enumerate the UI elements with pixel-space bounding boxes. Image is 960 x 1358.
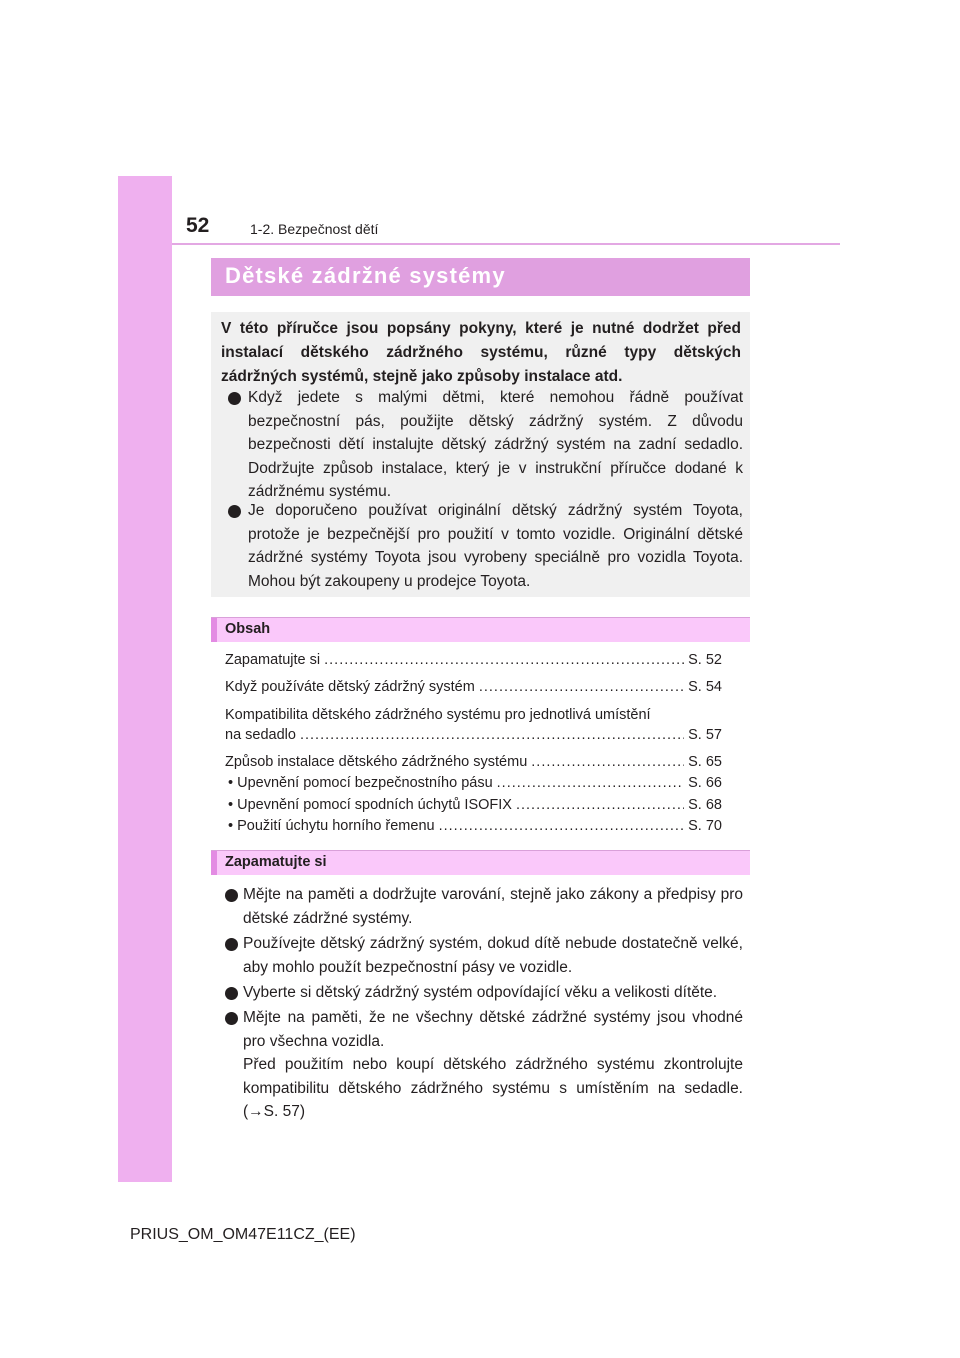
section-title: 1-2. Bezpečnost dětí	[250, 221, 379, 237]
document-footer: PRIUS_OM_OM47E11CZ_(EE)	[130, 1226, 356, 1243]
bullet-icon	[225, 938, 238, 951]
toc-item-text: • Upevnění pomocí bezpečnostního pásu	[228, 775, 493, 791]
contents-heading-bar	[211, 617, 750, 642]
toc-item-page: S. 68	[688, 797, 722, 813]
intro-bullet-2: Je doporučeno používat originální dětský zádržný systém Toyota, protože je bezpečnější pro použití v tomto vozidle. Originální dětské zádržné systémy Toyota jsou vyrobeny speciálně pro vozidla Toyota. Mohou být zakoupeny u prodejce Toyota.	[248, 502, 743, 590]
header-rule	[172, 243, 840, 245]
chapter-banner	[211, 258, 750, 296]
toc-subitem[interactable]	[228, 817, 722, 835]
intro-lead: V této příručce jsou popsány pokyny, které je nutné dodržet před instalací dětského zádržného systému, různé typy dětských zádržných systémů, stejně jako způsoby instalace atd.	[221, 320, 741, 385]
toc-item-page: S. 54	[688, 679, 722, 695]
remember-heading-bar	[211, 850, 750, 875]
bullet-icon	[228, 505, 241, 518]
remember-bullet-4: Mějte na paměti, že ne všechny dětské zádržné systémy jsou vhodné pro všechna vozidla.	[243, 1009, 743, 1050]
toc-item-text: Když používáte dětský zádržný systém	[225, 679, 475, 695]
bullet-icon	[228, 392, 241, 405]
toc-item-page: S. 66	[688, 775, 722, 791]
bullet-icon	[225, 1012, 238, 1025]
toc-item-page: S. 65	[688, 754, 722, 770]
toc-item[interactable]	[225, 753, 722, 771]
toc-subitem[interactable]	[228, 796, 722, 814]
bullet-icon	[225, 889, 238, 902]
heading-accent	[211, 851, 217, 875]
remember-bullet-3: Vyberte si dětský zádržný systém odpovídající věku a velikosti dítěte.	[243, 984, 718, 1001]
toc-subitem[interactable]	[228, 774, 722, 792]
page-number: 52	[186, 214, 210, 237]
toc-leader	[300, 726, 684, 744]
heading-accent	[211, 618, 217, 642]
toc-item-page: S. 70	[688, 818, 722, 834]
contents-heading: Obsah	[225, 621, 271, 637]
toc-item-text-line1[interactable]: Kompatibilita dětského zádržného systému pro jednotlivá umístění	[225, 707, 651, 723]
toc-item-text: Způsob instalace dětského zádržného systému	[225, 754, 528, 770]
toc-leader	[324, 651, 684, 669]
toc-item-text: • Použití úchytu horního řemenu	[228, 818, 435, 834]
toc-leader	[516, 796, 684, 814]
toc-item-page: S. 52	[688, 652, 722, 668]
toc-leader	[531, 753, 684, 771]
toc-item[interactable]	[225, 726, 722, 744]
intro-box	[211, 312, 750, 597]
toc-leader	[479, 678, 684, 696]
chapter-title: Dětské zádržné systémy	[225, 263, 506, 288]
toc-leader	[439, 817, 685, 835]
remember-bullet-2: Používejte dětský zádržný systém, dokud dítě nebude dostatečně velké, aby mohlo použít bezpečnostní pásy ve vozidle.	[243, 935, 743, 976]
toc-item-text: Zapamatujte si	[225, 652, 321, 668]
toc-leader	[497, 774, 685, 792]
remember-heading: Zapamatujte si	[225, 854, 327, 870]
remember-followup: Před použitím nebo koupí dětského zádržného systému zkontrolujte kompatibilitu dětského zádržného systému s umístěním na sedadle. (→S. 57)	[243, 1056, 743, 1120]
toc-item-page: S. 57	[688, 727, 722, 743]
toc-item-text: na sedadlo	[225, 727, 296, 743]
toc-item[interactable]	[225, 678, 722, 696]
toc-item-text: • Upevnění pomocí spodních úchytů ISOFIX	[228, 797, 512, 813]
toc-item[interactable]	[225, 651, 722, 669]
remember-bullet-1: Mějte na paměti a dodržujte varování, stejně jako zákony a předpisy pro dětské zádržné systémy.	[243, 886, 743, 927]
bullet-icon	[225, 987, 238, 1000]
intro-bullet-1: Když jedete s malými dětmi, které nemohou řádně používat bezpečnostní pás, použijte dětský zádržný systém. Z důvodu bezpečnosti dětí instalujte dětský zádržný systém na zadní sedadlo. Dodržujte způsob instalace, který je v instrukční příručce dodané k zádržnému systému.	[248, 389, 743, 500]
chapter-side-tab	[118, 176, 172, 1182]
